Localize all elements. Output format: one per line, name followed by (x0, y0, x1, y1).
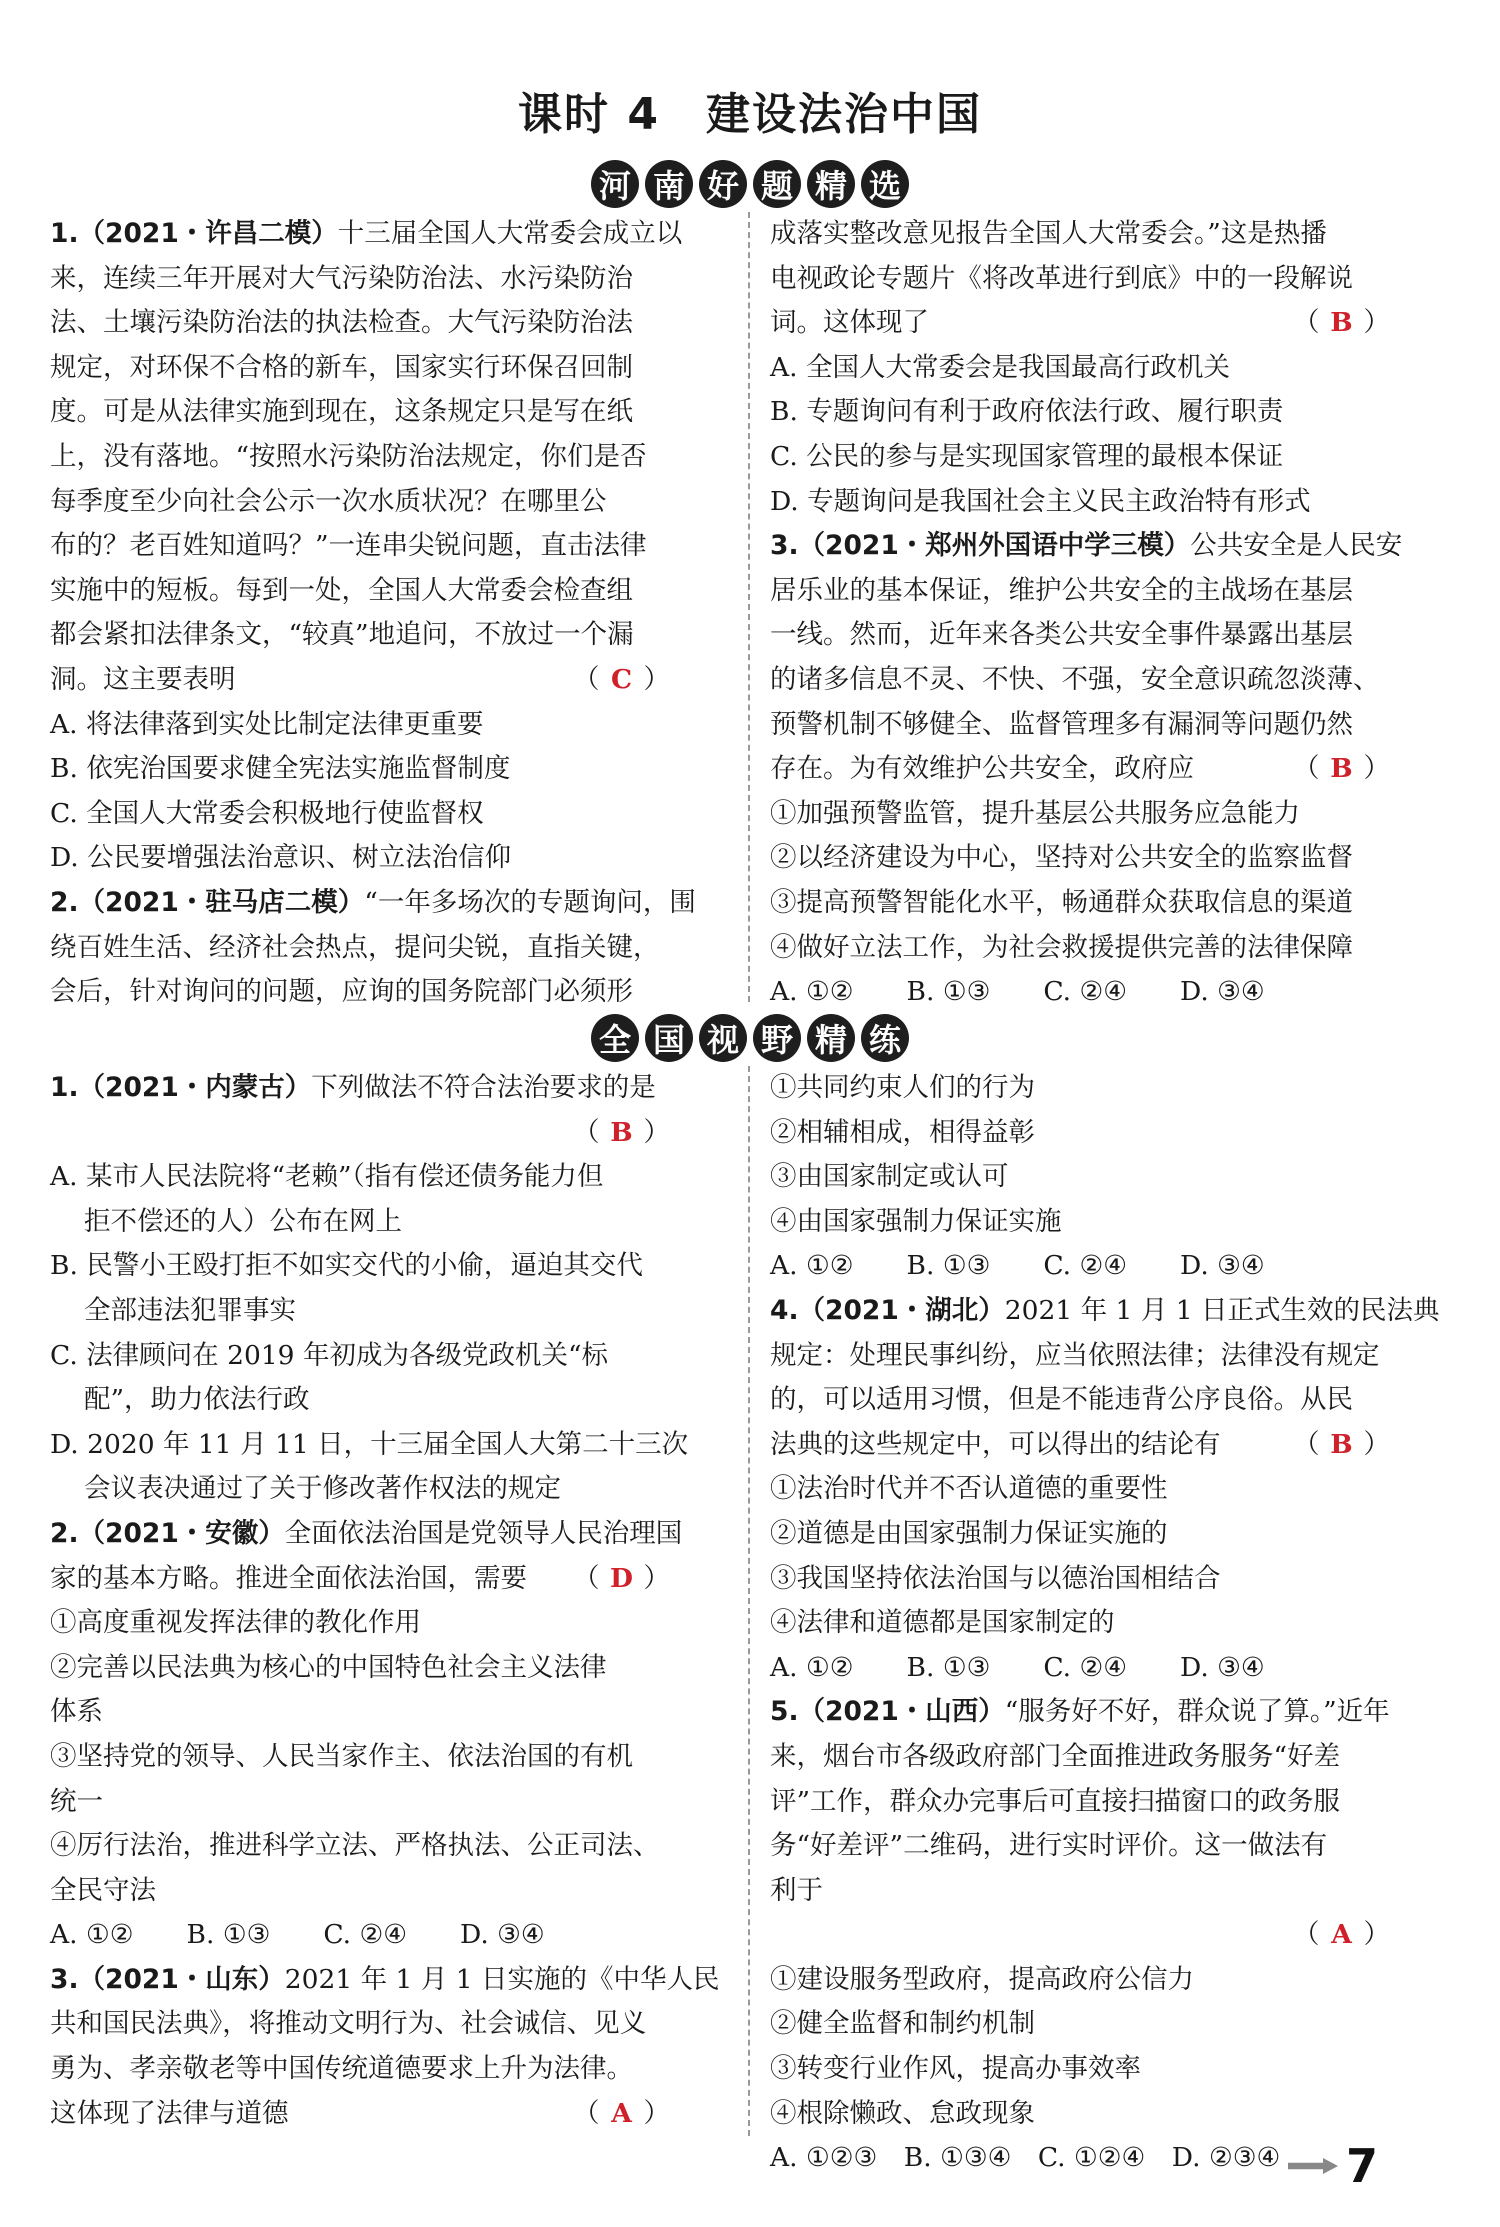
answer-bracket (573, 1557, 670, 1602)
question-source-tag: 5.（2021・山西） (770, 1696, 1005, 1728)
banner-char: 精 (807, 1014, 855, 1062)
text-line (50, 1646, 670, 1691)
text-line (770, 792, 1390, 837)
text-line (770, 1913, 1390, 1958)
line-text: 共和国民法典》，将推动文明行为、社会诚信、见义 (50, 2008, 647, 2040)
line-text: 度。可是从法律实施到现在，这条规定只是写在纸 (50, 396, 633, 428)
line-text: 洞。这主要表明 (50, 663, 236, 695)
line-text: 的，可以适用习惯，但是不能违背公序良俗。从民 (770, 1384, 1353, 1416)
text-line (50, 658, 670, 703)
line-text: A. ①② B. ①③ C. ②④ D. ③④ (770, 976, 1265, 1008)
bracket-open: （ (1293, 1428, 1320, 1460)
text-line (770, 703, 1390, 748)
text-line (770, 1111, 1390, 1156)
text-line (50, 703, 670, 748)
text-line (50, 1111, 670, 1156)
line-text: B. 专题询问有利于政府依法行政、履行职责 (770, 396, 1284, 428)
text-line (50, 881, 696, 926)
text-line (770, 1780, 1390, 1825)
line-text: 居乐业的基本保证，维护公共安全的主战场在基层 (770, 574, 1353, 606)
line-text: ①法治时代并不否认道德的重要性 (770, 1473, 1168, 1505)
line-text: 全部违法犯罪事实 (84, 1294, 296, 1326)
line-text: ②相辅相成，相得益彰 (770, 1116, 1035, 1148)
bracket-close: ） (1363, 1428, 1390, 1460)
line-text: ①共同约束人们的行为 (770, 1072, 1035, 1103)
line-text: 全民守法 (50, 1874, 156, 1906)
answer-letter: B (1330, 307, 1353, 339)
line-text: ④做好立法工作，为社会救援提供完善的法律保障 (770, 931, 1353, 963)
line-text: ③提高预警智能化水平，畅通群众获取信息的渠道 (770, 886, 1353, 918)
banner-char: 题 (753, 160, 801, 208)
bracket-close: ） (643, 2097, 670, 2129)
line-text: 体系 (50, 1696, 103, 1728)
text-line (50, 1869, 670, 1914)
line-text: “服务好不好，群众说了算。”近年 (1004, 1696, 1390, 1728)
bracket-close: ） (1363, 753, 1390, 785)
line-text: 绕百姓生活、经济社会热点，提问尖锐，直指关键， (50, 931, 660, 963)
text-line (770, 524, 1403, 569)
line-text: ①建设服务型政府，提高政府公信力 (770, 1963, 1194, 1995)
bracket-close: ） (643, 1562, 670, 1594)
answer-bracket (1293, 301, 1390, 346)
line-text: A. 某市人民法院将“老赖”（指有偿还债务能力但 (50, 1161, 604, 1193)
answer-letter: B (1330, 753, 1353, 785)
text-line (770, 1869, 1390, 1914)
text-line (770, 2092, 1390, 2137)
line-text: ②道德是由国家强制力保证实施的 (770, 1517, 1168, 1549)
line-text: 上，没有落地。“按照水污染防治法规定，你们是否 (50, 440, 647, 472)
text-line (770, 1066, 1390, 1111)
line-text: 一线。然而，近年来各类公共安全事件暴露出基层 (770, 619, 1353, 651)
banner-char: 视 (699, 1014, 747, 1062)
bracket-close: ） (1363, 307, 1390, 339)
line-text: 都会紧扣法律条文，“较真”地追问，不放过一个漏 (50, 619, 634, 651)
line-text: A. ①② B. ①③ C. ②④ D. ③④ (50, 1919, 545, 1951)
line-text: 来，烟台市各级政府部门全面推进政务服务“好差 (770, 1740, 1341, 1772)
text-line (770, 212, 1390, 257)
line-text: 规定：处理民事纠纷，应当依照法律；法律没有规定 (770, 1339, 1380, 1371)
line-text: ③我国坚持依法治国与以德治国相结合 (770, 1562, 1221, 1594)
text-line (50, 435, 670, 480)
text-line (50, 1066, 670, 1111)
text-line (50, 1690, 670, 1735)
banner-char: 野 (753, 1014, 801, 1062)
line-text: 拒不偿还的人）公布在网上 (84, 1205, 402, 1237)
text-line (50, 2047, 670, 2092)
text-line (50, 524, 670, 569)
line-text: B. 民警小王殴打拒不如实交代的小偷，逼迫其交代 (50, 1250, 643, 1282)
text-line (50, 390, 670, 435)
answer-bracket (1293, 1423, 1390, 1468)
bracket-open: （ (1293, 307, 1320, 339)
line-text: 公共安全是人民安 (1190, 530, 1403, 562)
bracket-close: ） (643, 1116, 670, 1148)
page-number-badge (1288, 2139, 1378, 2193)
text-line (50, 1601, 670, 1646)
text-line (770, 435, 1390, 480)
text-line (50, 1557, 670, 1602)
column-divider (748, 212, 750, 1002)
text-line (770, 1200, 1390, 1245)
section-banner-henan (0, 160, 1500, 208)
text-line (770, 2047, 1390, 2092)
answer-bracket (1293, 1913, 1390, 1958)
question-source-tag: 3.（2021・郑州外国语中学三模） (770, 530, 1191, 562)
text-line (50, 747, 670, 792)
text-line (770, 1690, 1390, 1735)
line-text: 2021 年 1 月 1 日实施的《中华人民 (284, 1963, 720, 1995)
text-line (770, 1557, 1390, 1602)
line-text: A. 将法律落到实处比制定法律更重要 (50, 708, 484, 740)
text-line (770, 881, 1390, 926)
banner-char: 选 (861, 160, 909, 208)
question-source-tag: 1.（2021・许昌二模） (50, 218, 338, 249)
text-line (770, 1735, 1390, 1780)
line-text: ②完善以民法典为核心的中国特色社会主义法律 (50, 1651, 607, 1683)
answer-letter: C (610, 663, 633, 695)
section1-right-column (770, 212, 1403, 1015)
bracket-close: ） (643, 663, 670, 695)
line-text: ③由国家制定或认可 (770, 1161, 1009, 1193)
line-text: 成落实整改意见报告全国人大常委会。”这是热播 (770, 218, 1327, 249)
line-text: ④厉行法治，推进科学立法、严格执法、公正司法、 (50, 1830, 660, 1862)
answer-letter: B (610, 1116, 633, 1148)
text-line (770, 836, 1390, 881)
text-line (770, 346, 1390, 391)
line-text: 十三届全国人大常委会成立以 (337, 218, 683, 249)
line-text: 会议表决通过了关于修改著作权法的规定 (84, 1473, 561, 1505)
text-line (50, 257, 670, 302)
bracket-open: （ (573, 1116, 600, 1148)
question-source-tag: 1.（2021・内蒙古） (50, 1072, 312, 1103)
line-text: 2021 年 1 月 1 日正式生效的民法典 (1004, 1294, 1440, 1326)
text-line (50, 613, 670, 658)
answer-bracket (573, 1111, 670, 1156)
text-line (50, 2092, 670, 2137)
text-line (50, 1200, 670, 1245)
line-text: 这体现了法律与道德 (50, 2097, 289, 2129)
text-line (770, 747, 1390, 792)
line-text: 的诸多信息不灵、不快、不强，安全意识疏忽淡薄、 (770, 663, 1380, 695)
bracket-open: （ (573, 2097, 600, 2129)
line-text: C. 全国人大常委会积极地行使监督权 (50, 797, 484, 829)
text-line (50, 1423, 689, 1468)
text-line (770, 257, 1390, 302)
line-text: 实施中的短板。每到一处，全国人大常委会检查组 (50, 574, 633, 606)
bracket-close: ） (1363, 1919, 1390, 1951)
text-line (50, 836, 670, 881)
line-text: ④由国家强制力保证实施 (770, 1205, 1062, 1237)
banner-char: 练 (861, 1014, 909, 1062)
line-text: 统一 (50, 1785, 103, 1817)
text-line (770, 1378, 1390, 1423)
text-line (770, 1958, 1390, 2003)
line-text: ④法律和道德都是国家制定的 (770, 1607, 1115, 1639)
line-text: A. ①② B. ①③ C. ②④ D. ③④ (770, 1651, 1265, 1683)
banner-char: 国 (645, 1014, 693, 1062)
text-line (50, 1334, 670, 1379)
text-line (50, 792, 670, 837)
line-text: 每季度至少向社会公示一次水质状况？在哪里公 (50, 485, 607, 517)
text-line (770, 613, 1390, 658)
banner-char: 精 (807, 160, 855, 208)
text-line (50, 1244, 670, 1289)
line-text: 法、土壤污染防治法的执法检查。大气污染防治法 (50, 307, 633, 339)
question-source-tag: 2.（2021・驻马店二模） (50, 886, 365, 918)
text-line (50, 1958, 720, 2003)
question-source-tag: 3.（2021・山东） (50, 1963, 285, 1995)
line-text: ①高度重视发挥法律的教化作用 (50, 1607, 421, 1639)
banner-char: 好 (699, 160, 747, 208)
answer-bracket (1293, 747, 1390, 792)
page-title: 课时 4 建设法治中国 (518, 89, 982, 140)
answer-bracket (573, 2092, 670, 2137)
line-text: 预警机制不够健全、监督管理多有漏洞等问题仍然 (770, 708, 1353, 740)
banner-char: 全 (591, 1014, 639, 1062)
answer-bracket (573, 658, 670, 703)
section2-left-column (50, 1066, 720, 2136)
line-text: 来，连续三年开展对大气污染防治法、水污染防治 (50, 262, 633, 294)
text-line (770, 1334, 1390, 1379)
line-text: D. 2020 年 11 月 11 日，十三届全国人大第二十三次 (50, 1428, 689, 1460)
bracket-open: （ (1293, 753, 1320, 785)
text-line (50, 1512, 683, 1557)
answer-letter: A (1331, 1919, 1352, 1951)
text-line (50, 1780, 670, 1825)
text-line (50, 301, 670, 346)
bracket-open: （ (573, 1562, 600, 1594)
text-line (50, 212, 683, 257)
line-text: ④根除懒政、怠政现象 (770, 2097, 1035, 2129)
bracket-open: （ (573, 663, 600, 695)
text-line (50, 480, 670, 525)
line-text: 全面依法治国是党领导人民治理国 (284, 1517, 683, 1549)
text-line (770, 1155, 1390, 1200)
banner-char: 河 (591, 160, 639, 208)
line-text: ②健全监督和制约机制 (770, 2008, 1035, 2040)
text-line (50, 970, 670, 1015)
text-line (770, 2002, 1390, 2047)
line-text: 评”工作，群众办完事后可直接扫描窗口的政务服 (770, 1785, 1341, 1817)
text-line (770, 926, 1390, 971)
line-text: 电视政论专题片《将改革进行到底》中的一段解说 (770, 262, 1353, 294)
line-text: ③转变行业作风，提高办事效率 (770, 2053, 1141, 2085)
section1-left-column (50, 212, 696, 1015)
text-line (50, 926, 670, 971)
text-line (770, 1646, 1390, 1691)
text-line (770, 1289, 1440, 1334)
line-text: ①加强预警监管，提升基层公共服务应急能力 (770, 797, 1300, 829)
line-text: 规定，对环保不合格的新车，国家实行环保召回制 (50, 351, 633, 383)
line-text: 法典的这些规定中，可以得出的结论有 (770, 1428, 1221, 1460)
text-line (770, 658, 1390, 703)
text-line (770, 390, 1390, 435)
text-line (50, 1913, 670, 1958)
line-text: ②以经济建设为中心，坚持对公共安全的监察监督 (770, 842, 1353, 874)
text-line (770, 1244, 1390, 1289)
line-text: 务“好差评”二维码，进行实时评价。这一做法有 (770, 1830, 1328, 1862)
line-text: 勇为、孝亲敬老等中国传统道德要求上升为法律。 (50, 2053, 633, 2085)
text-line (770, 970, 1390, 1015)
text-line (50, 2002, 670, 2047)
line-text: 布的？老百姓知道吗？”一连串尖锐问题，直击法律 (50, 530, 647, 562)
page-number: 7 (1345, 2139, 1378, 2193)
text-line (50, 1735, 670, 1780)
text-line (50, 569, 670, 614)
line-text: 会后，针对询问的问题，应询的国务院部门必须形 (50, 976, 633, 1008)
arrow-icon (1288, 2158, 1338, 2174)
section2-right-column (770, 1066, 1440, 2181)
line-text: D. 专题询问是我国社会主义民主政治特有形式 (770, 485, 1311, 517)
line-text: C. 法律顾问在 2019 年初成为各级党政机关“标 (50, 1339, 609, 1371)
line-text: 家的基本方略。推进全面依法治国，需要 (50, 1562, 527, 1594)
line-text: 配”，助力依法行政 (84, 1384, 310, 1416)
line-text: “一年多场次的专题询问，围 (364, 886, 696, 918)
text-line (50, 1155, 670, 1200)
text-line (50, 346, 670, 391)
text-line (770, 480, 1390, 525)
line-text: 词。这体现了 (770, 307, 929, 339)
answer-letter: D (610, 1562, 633, 1594)
text-line (770, 1467, 1390, 1512)
line-text: B. 依宪治国要求健全宪法实施监督制度 (50, 753, 511, 785)
line-text: A. ①② B. ①③ C. ②④ D. ③④ (770, 1250, 1265, 1282)
text-line (770, 569, 1390, 614)
text-line (50, 1378, 670, 1423)
line-text: ③坚持党的领导、人民当家作主、依法治国的有机 (50, 1740, 633, 1772)
column-divider (748, 1066, 750, 2136)
line-text: A. ①②③ B. ①③④ C. ①②④ D. ②③④ (770, 2142, 1281, 2174)
bracket-open: （ (1293, 1919, 1320, 1951)
line-text: 下列做法不符合法治要求的是 (311, 1072, 656, 1103)
banner-char: 南 (645, 160, 693, 208)
line-text: A. 全国人大常委会是我国最高行政机关 (770, 351, 1230, 383)
line-text: C. 公民的参与是实现国家管理的最根本保证 (770, 440, 1284, 472)
line-text: 利于 (770, 1874, 823, 1906)
text-line (50, 1824, 670, 1869)
text-line (770, 301, 1390, 346)
text-line (770, 1512, 1390, 1557)
line-text: 存在。为有效维护公共安全，政府应 (770, 753, 1194, 785)
text-line (770, 1423, 1390, 1468)
text-line (770, 1601, 1390, 1646)
answer-letter: A (611, 2097, 632, 2129)
question-source-tag: 4.（2021・湖北） (770, 1294, 1005, 1326)
text-line (50, 1289, 670, 1334)
text-line (770, 1824, 1390, 1869)
line-text: D. 公民要增强法治意识、树立法治信仰 (50, 842, 512, 874)
section-banner-national (0, 1014, 1500, 1062)
answer-letter: B (1330, 1428, 1353, 1460)
question-source-tag: 2.（2021・安徽） (50, 1517, 285, 1549)
text-line (50, 1467, 670, 1512)
